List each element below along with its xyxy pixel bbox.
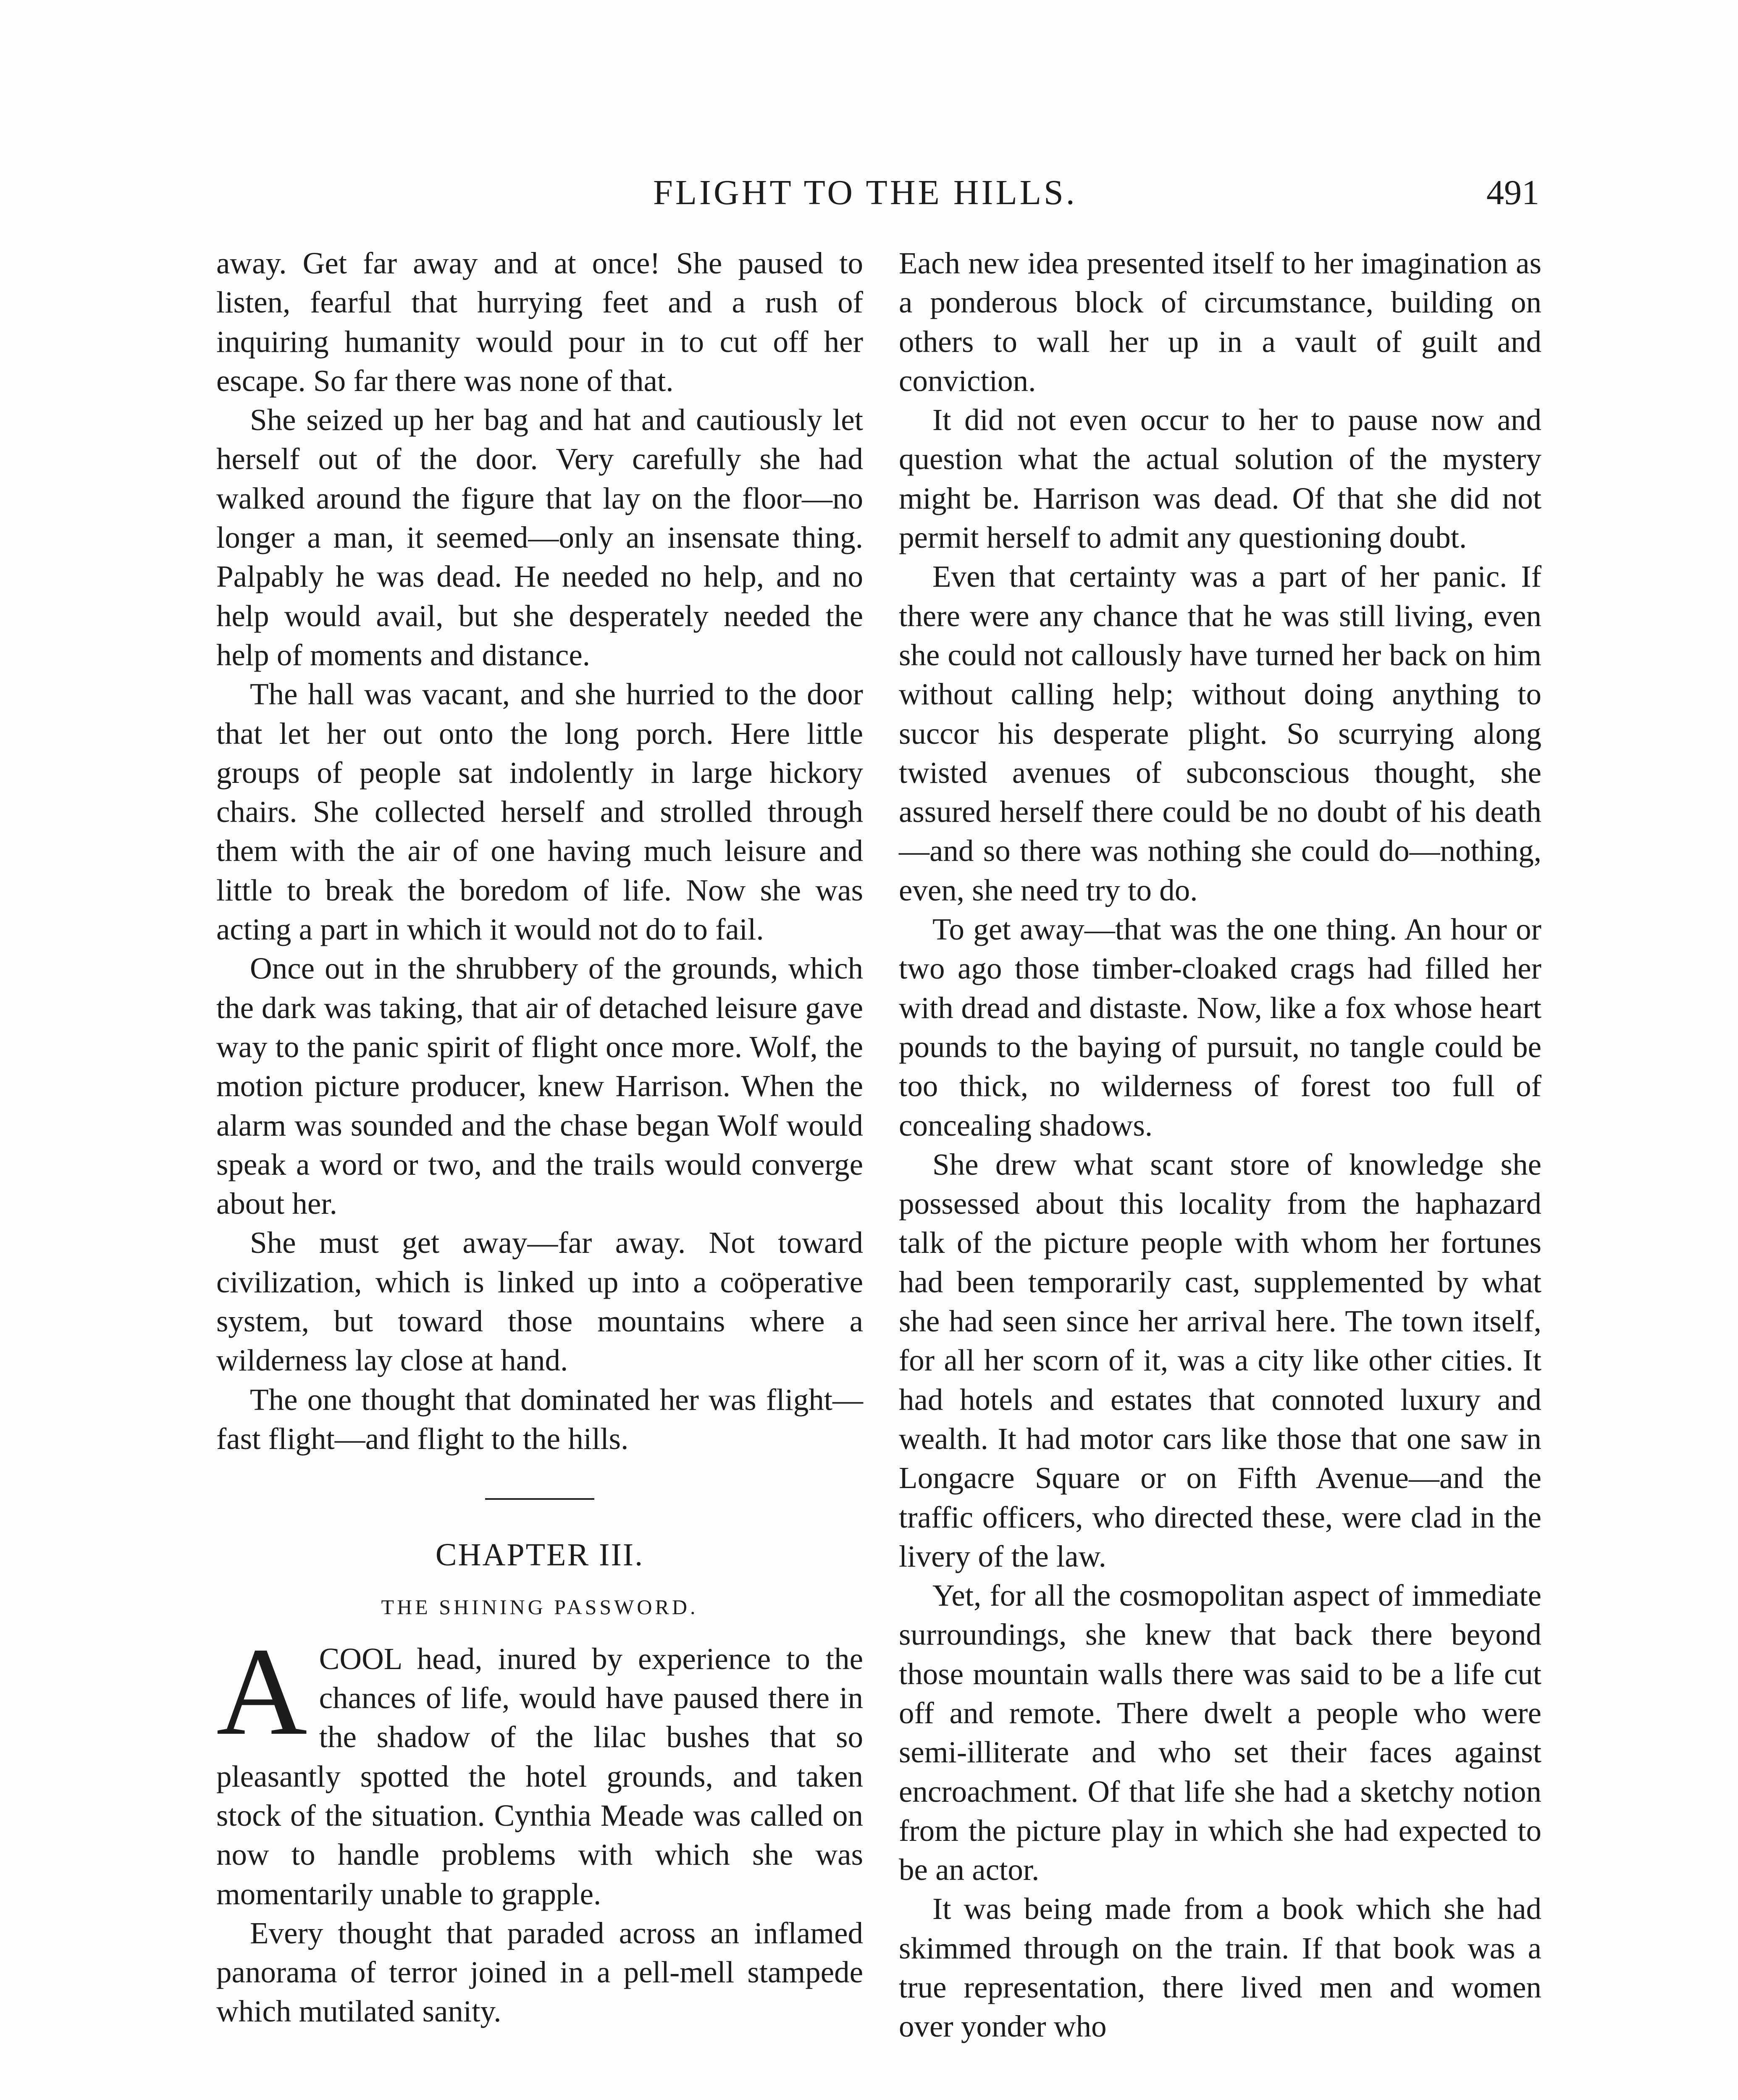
paragraph: It did not even occur to her to pause now and question what the actual solution of the mystery might be. Harrison was dead. Of that she did not permit herself to admit any questioning doubt. — [899, 403, 1541, 555]
paragraph: She seized up her bag and hat and cautiously let herself out of the door. Very carefully she had walked around the figure that lay on the floor—no longer a man, it seemed—only an insensate thing. Palpably he was dead. He needed no help, and no help would avail, but she desperately needed the help of moments and distance. — [216, 403, 863, 672]
paragraph: The one thought that dominated her was flight—fast flight—and flight to the hills. — [216, 1382, 863, 1456]
chapter-opening-paragraph — [216, 1621, 863, 1914]
paragraph: away. Get far away and at once! She paused to listen, fearful that hurrying feet and a rush of inquiring humanity would pour in to cut off her escape. So far there was none of that. — [216, 246, 863, 398]
paragraph: She drew what scant store of knowledge she possessed about this locality from the haphazard talk of the picture people with whom her fortunes had been temporarily cast, supplemented by what she had seen since her arrival here. The town itself, for all her scorn of it, was a city like other cities. It had hotels and estates that connoted luxury and wealth. It had motor cars like those that one saw in Longacre Square or on Fifth Avenue—and the traffic officers, who directed these, were clad in the livery of the law. — [899, 1147, 1541, 1573]
section-divider — [485, 1498, 594, 1500]
paragraph: The hall was vacant, and she hurried to the door that let her out onto the long porch. Here little groups of people sat indolently in large hickory chairs. She collected herself and strolled through them with the air of one having much leisure and little to break the boredom of life. Now she was acting a part in which it would not do to fail. — [216, 677, 863, 947]
page-number: 491 — [1486, 173, 1539, 212]
chapter-heading: CHAPTER III. — [435, 1537, 644, 1573]
opening-paragraph-text: COOL head, inured by experience to the chances of life, would have paused there in the shadow of the lilac bushes that so pleasantly spotted the hotel grounds, and taken stock of the situation. Cynthia Meade was called on now to handle problems with which she was momentarily unable to grapple. — [216, 1641, 863, 1911]
drop-cap: A — [216, 1621, 307, 1761]
right-column — [899, 244, 1541, 2046]
paragraph: It was being made from a book which she had skimmed through on the train. If that book was a true representation, there lived men and women over yonder who — [899, 1892, 1541, 2044]
paragraph: Yet, for all the cosmopolitan aspect of immediate surroundings, she knew that back there beyond those mountain walls there was said to be a life cut off and remote. There dwelt a people who were semi-illiterate and who set their faces against encroachment. Of that life she had a sketchy notion from the picture play in which she had expected to be an actor. — [899, 1578, 1541, 1887]
paragraph: Once out in the shrubbery of the grounds, which the dark was taking, that air of detached leisure gave way to the panic spirit of flight once more. Wolf, the motion picture producer, knew Harrison. When the alarm was sounded and the chase began Wolf would speak a word or two, and the trails would converge about her. — [216, 951, 863, 1221]
paragraph: Each new idea presented itself to her imagination as a ponderous block of circumstance, building on others to wall her up in a vault of guilt and conviction. — [899, 246, 1541, 398]
paragraph: Even that certainty was a part of her panic. If there were any chance that he was still living, even she could not callously have turned her back on him without calling help; without doing anything to succor his desperate plight. So scurrying along twisted avenues of subconscious thought, she assured herself there could be no doubt of his death—and so there was nothing she could do—nothing, even, she need try to do. — [899, 559, 1541, 907]
left-column — [216, 244, 863, 2031]
paragraph: Every thought that paraded across an inflamed panorama of terror joined in a pell-mell stampede which mutilated sanity. — [216, 1916, 863, 2029]
paragraph: To get away—that was the one thing. An hour or two ago those timber-cloaked crags had filled her with dread and distaste. Now, like a fox whose heart pounds to the baying of pursuit, no tangle could be too thick, no wilderness of forest too full of concealing shadows. — [899, 912, 1541, 1142]
paragraph: She must get away—far away. Not toward civilization, which is linked up into a coöperative system, but toward those mountains where a wilderness lay close at hand. — [216, 1226, 863, 1378]
running-title: FLIGHT TO THE HILLS. — [653, 173, 1077, 212]
chapter-subtitle: THE SHINING PASSWORD. — [381, 1595, 698, 1619]
running-header — [216, 172, 1539, 218]
